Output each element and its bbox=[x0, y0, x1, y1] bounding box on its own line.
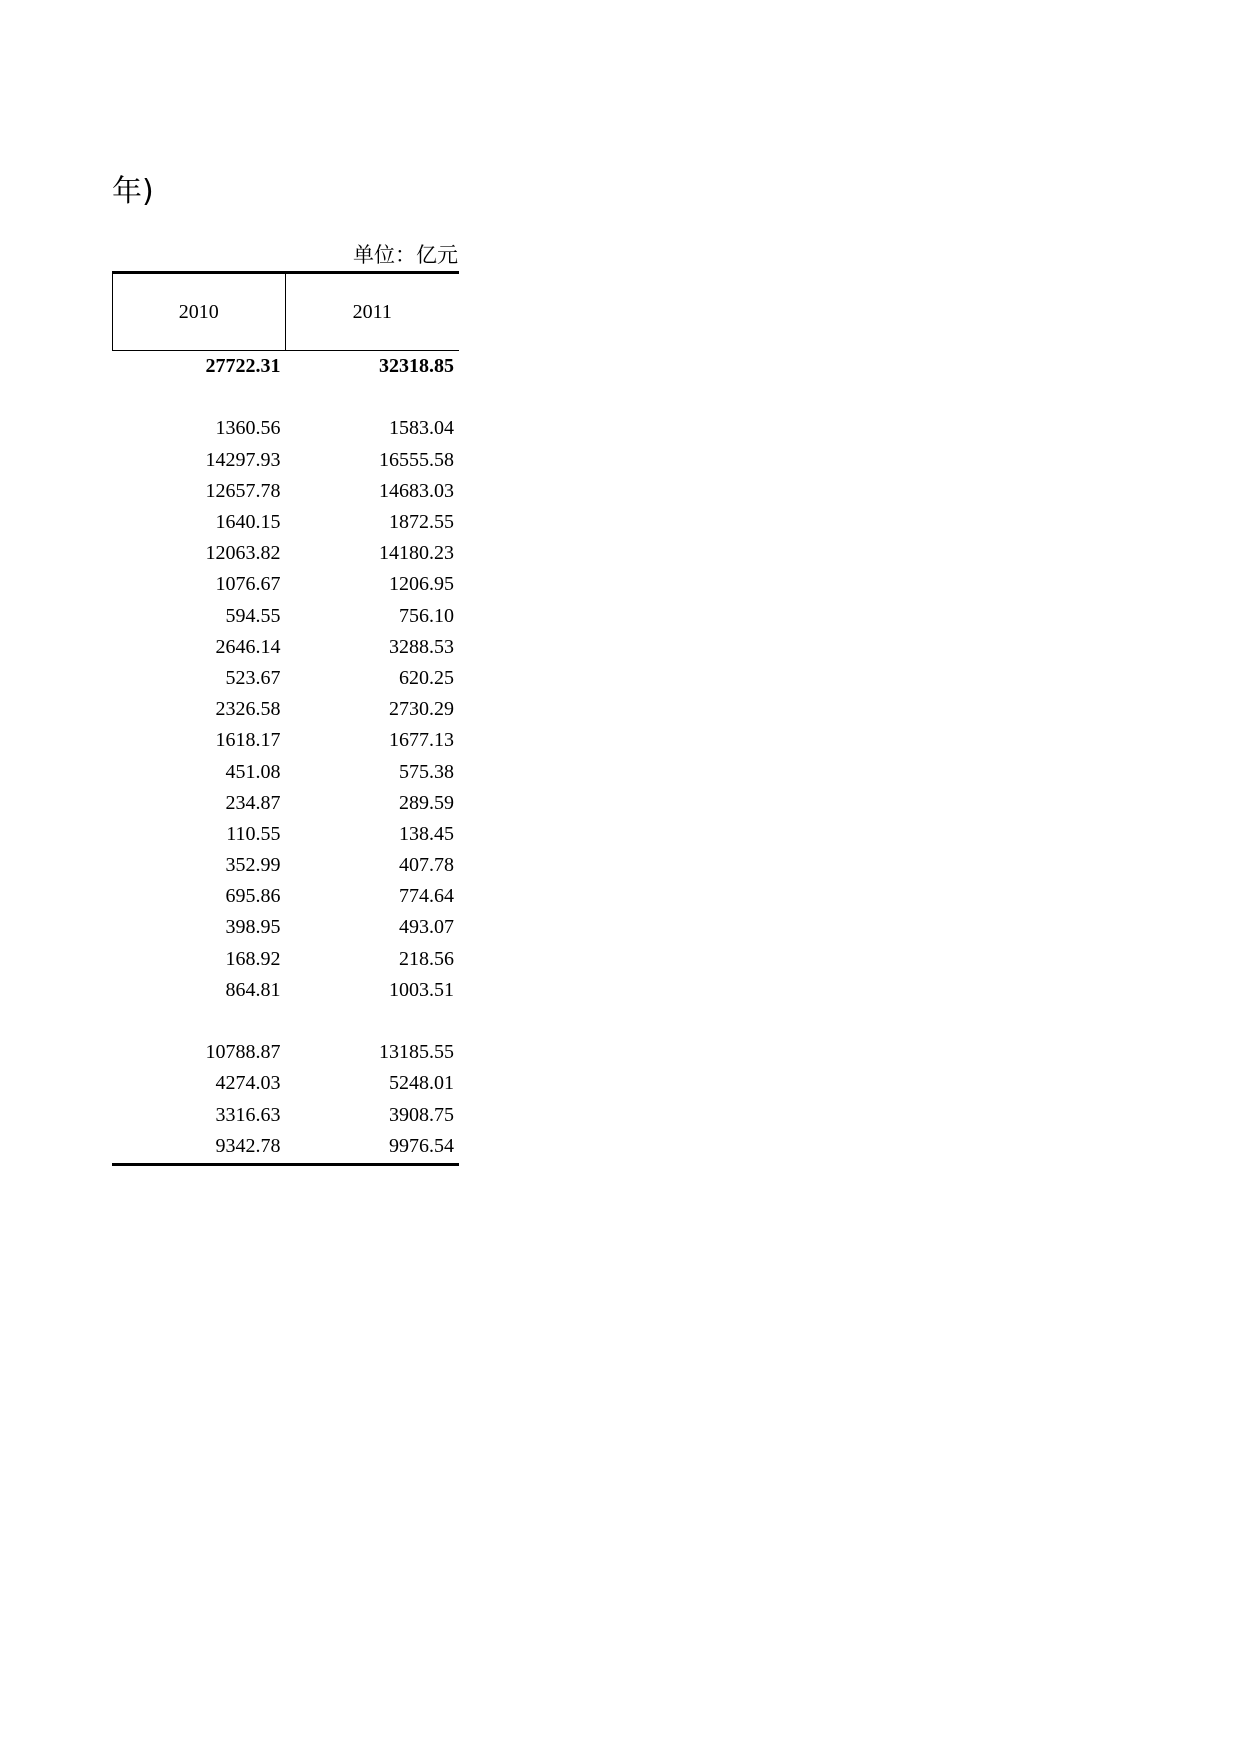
table-cell-2011: 1206.95 bbox=[389, 573, 454, 596]
table-row bbox=[112, 382, 459, 413]
table-cell-2011: 774.64 bbox=[399, 885, 454, 908]
table-row bbox=[112, 912, 459, 943]
table-cell-2010: 1360.56 bbox=[215, 417, 281, 440]
table-row bbox=[112, 601, 459, 632]
table-row bbox=[112, 476, 459, 507]
table-cell-2011: 1003.51 bbox=[389, 978, 454, 1001]
table-row bbox=[112, 850, 459, 881]
table-cell-2010: 594.55 bbox=[225, 604, 281, 627]
table-cell-2010: 4274.03 bbox=[215, 1072, 281, 1095]
table-cell-2010: 9342.78 bbox=[215, 1134, 281, 1157]
table-cell-2011: 5248.01 bbox=[389, 1072, 454, 1095]
table-row bbox=[112, 507, 459, 538]
table-row bbox=[112, 1100, 459, 1131]
table-cell-2011: 620.25 bbox=[399, 666, 454, 689]
table-row bbox=[112, 1006, 459, 1037]
table-row bbox=[112, 725, 459, 756]
table-row bbox=[112, 881, 459, 912]
table-cell-2010: 1618.17 bbox=[215, 729, 281, 752]
table-cell-2011: 32318.85 bbox=[379, 355, 454, 378]
table-row bbox=[112, 413, 459, 444]
table-cell-2011: 9976.54 bbox=[389, 1134, 454, 1157]
table-cell-2011: 493.07 bbox=[399, 916, 454, 939]
table-cell-2010: 10788.87 bbox=[205, 1041, 281, 1064]
table-cell-2010: 110.55 bbox=[226, 822, 281, 845]
table-cell-2010: 2646.14 bbox=[215, 635, 281, 658]
table-row bbox=[112, 944, 459, 975]
table-cell-2010: 14297.93 bbox=[205, 448, 281, 471]
table-row bbox=[112, 663, 459, 694]
table-cell-2011: 2730.29 bbox=[389, 698, 454, 721]
table-row bbox=[112, 445, 459, 476]
table-row bbox=[112, 788, 459, 819]
table-cell-2010: 1076.67 bbox=[215, 573, 281, 596]
table-cell-2010: 1640.15 bbox=[215, 511, 281, 534]
table-cell-2011: 138.45 bbox=[399, 822, 454, 845]
table-row bbox=[112, 1037, 459, 1068]
table-row bbox=[112, 1131, 459, 1162]
table-row bbox=[112, 756, 459, 787]
table-cell-2010: 451.08 bbox=[225, 760, 281, 783]
table-cell-2011: 13185.55 bbox=[379, 1041, 454, 1064]
page-title-fragment: 年) bbox=[112, 174, 154, 209]
table-cell-2011: 1583.04 bbox=[389, 417, 454, 440]
table-row bbox=[112, 569, 459, 600]
table-cell-2011: 3288.53 bbox=[389, 635, 454, 658]
column-header-2011: 2011 bbox=[352, 300, 392, 323]
table-cell-2010: 352.99 bbox=[225, 854, 281, 877]
table-cell-2011: 218.56 bbox=[399, 947, 454, 970]
unit-label: 单位：亿元 bbox=[353, 243, 458, 267]
column-header-2010: 2010 bbox=[112, 274, 286, 350]
table-row bbox=[112, 1068, 459, 1099]
table-header bbox=[112, 271, 459, 351]
table-cell-2011: 1677.13 bbox=[389, 729, 454, 752]
table-cell-2011: 1872.55 bbox=[389, 511, 454, 534]
table-row bbox=[112, 819, 459, 850]
table-cell-2011: 289.59 bbox=[399, 791, 454, 814]
table-cell-2010: 695.86 bbox=[225, 885, 281, 908]
table-cell-2010: 12657.78 bbox=[205, 479, 281, 502]
table-cell-2011: 16555.58 bbox=[379, 448, 454, 471]
table-cell-2010: 398.95 bbox=[225, 916, 281, 939]
table-cell-2010: 234.87 bbox=[225, 791, 281, 814]
table-cell-2010: 12063.82 bbox=[205, 542, 281, 565]
table-cell-2010: 523.67 bbox=[225, 666, 281, 689]
table-cell-2011: 3908.75 bbox=[389, 1103, 454, 1126]
table-row bbox=[112, 975, 459, 1006]
table-cell-2011: 14683.03 bbox=[379, 479, 454, 502]
table-row bbox=[112, 694, 459, 725]
table-row bbox=[112, 538, 459, 569]
table-row bbox=[112, 351, 459, 382]
data-table bbox=[112, 271, 459, 1166]
table-body bbox=[112, 351, 459, 1166]
table-cell-2011: 756.10 bbox=[399, 604, 454, 627]
table-cell-2011: 575.38 bbox=[399, 760, 454, 783]
table-cell-2011: 407.78 bbox=[399, 854, 454, 877]
table-cell-2010: 27722.31 bbox=[205, 355, 281, 378]
table-cell-2010: 3316.63 bbox=[215, 1103, 281, 1126]
table-cell-2010: 864.81 bbox=[225, 978, 281, 1001]
table-cell-2010: 2326.58 bbox=[215, 698, 281, 721]
table-cell-2011: 14180.23 bbox=[379, 542, 454, 565]
table-row bbox=[112, 632, 459, 663]
table-cell-2010: 168.92 bbox=[225, 947, 281, 970]
